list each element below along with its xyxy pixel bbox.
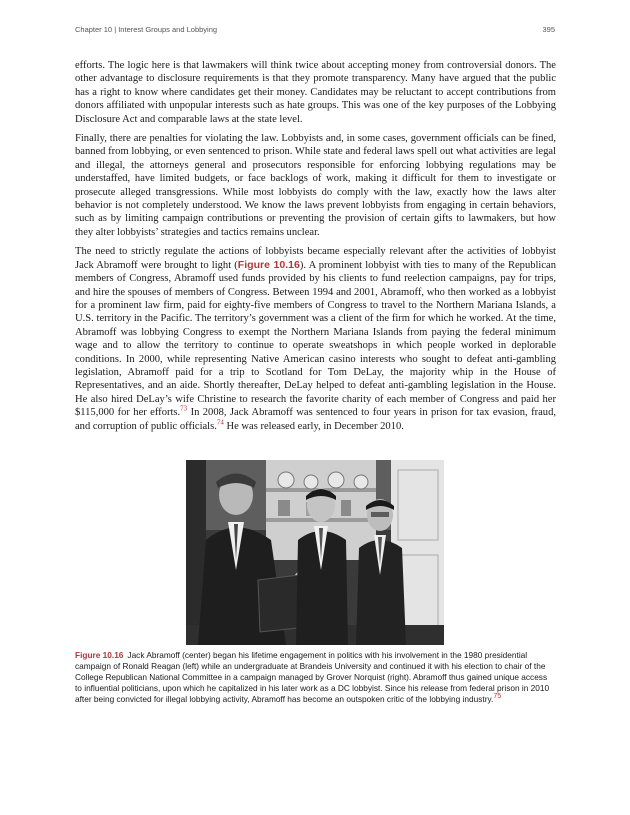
paragraph-1: efforts. The logic here is that lawmakers will think twice about accepting money from controversial donors. The other advantage to disclosure requirements is that they promote transparency. Many have argued that the public has a right to know where candidates get their money. Candidates may be reluctant to accept contributions from donors affiliated with unpopular interests such as hate groups. This was one of the key purposes of the Lobbying Disclosure Act and comparable laws at the state level. xyxy=(75,60,556,125)
paragraph-3-part-c: In 2008, Jack Abramoff was sentenced to four years in prison for tax evasion, fraud, and corruption of public officials. xyxy=(75,407,556,432)
figure-photo xyxy=(186,460,444,645)
footnote-73-link[interactable]: 73 xyxy=(180,404,188,413)
chapter-title: Chapter 10 | Interest Groups and Lobbying xyxy=(75,25,218,34)
caption-text: Jack Abramoff (center) began his lifetime engagement in politics with his involvement in the 1980 presidential campaign of Ronald Reagan (left) while an undergraduate at Brandeis University and continued it with his election to chair of the College Republican National Committee in a campaign managed by Grover Norquist (right). Abramoff thus gained unique access to influential politicians, upon which he capitalized in his later work as a DC lobbyist. Since his release from federal prison in 2010 after being convicted for illegal lobbying activity, Abramoff has become an outspoken critic of the lobbying industry. xyxy=(75,650,550,704)
body-text xyxy=(75,59,556,439)
paragraph-3-part-a: The need to strictly regulate the actions of lobbyists became especially relevant after the activities of lobbyist Jack Abramoff were brought to light ( xyxy=(75,246,556,271)
photo-illustration xyxy=(186,460,444,645)
footnote-74-link[interactable]: 74 xyxy=(216,418,224,427)
page-number: 395 xyxy=(542,25,555,34)
figure-link[interactable]: Figure 10.16 xyxy=(237,258,300,271)
paragraph-3 xyxy=(75,245,556,433)
figure-caption xyxy=(75,650,556,705)
running-header xyxy=(75,25,555,34)
paragraph-2: Finally, there are penalties for violating the law. Lobbyists and, in some cases, government officials can be fined, banned from lobbying, or even sentenced to prison. While state and federal laws spell out what activities are legal and illegal, the attorneys general and prosecutors responsible for enforcing lobbying regulations may be understaffed, have limited budgets, or face backlogs of work, making it difficult for them to investigate or prosecute alleged transgressions. While most lobbyists do comply with the law, exactly how the laws alter behavior is not completely understood. We know the laws prevent lobbyists from engaging in certain behaviors, such as by limiting campaign contributions or preventing the provision of certain gifts to lawmakers, but how they alter lobbyists’ strategies and tactics remains unclear. xyxy=(75,133,556,238)
figure-label: Figure 10.16 xyxy=(75,650,124,660)
footnote-75-link[interactable]: 75 xyxy=(493,693,502,701)
paragraph-3-part-b: ). A prominent lobbyist with ties to many of the Republican members of Congress, Abramoff used funds provided by his clients to fund reelection campaigns, pay for trips, and hire the spouses of members of Congress. Between 1994 and 2001, Abramoff, who then worked as a lobbyist for a prominent law firm, paid for eighty-five members of Congress to travel to the Northern Mariana Islands, a U.S. territory in the Pacific. The territory’s government was a client of the firm for which he worked. At the time, Abramoff was lobbying Congress to exempt the Northern Mariana Islands from paying the federal minimum wage and to allow the territory to continue to operate sweatshops in which people worked in deplorable conditions. In 2000, while representing Native American casino interests who sought to defeat anti-gambling legislation, Abramoff paid for a trip to Scotland for Tom DeLay, the majority whip in the House of Representatives, and an aide. Shortly thereafter, DeLay helped to defeat anti-gambling legislation in the House. He also hired DeLay’s wife Christine to research the favorite charity of each member of Congress and paid her $115,000 for her efforts. xyxy=(75,259,556,419)
paragraph-3-part-d: He was released early, in December 2010. xyxy=(223,420,404,432)
